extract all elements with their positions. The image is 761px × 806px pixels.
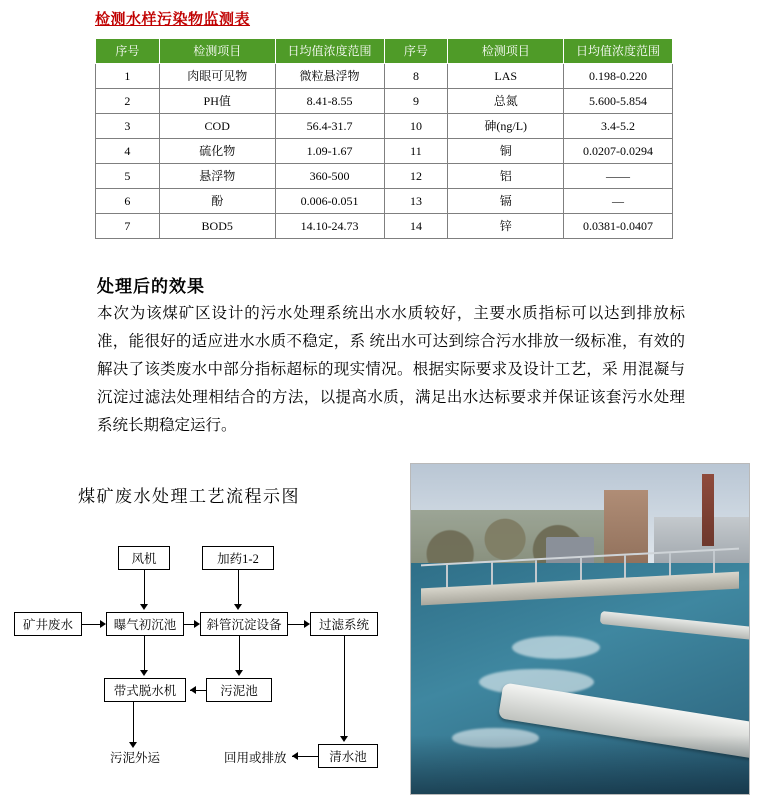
- table-cell: COD: [159, 114, 275, 139]
- table-cell: 8: [384, 64, 448, 89]
- flow-diagram-title: 煤矿废水处理工艺流程示图: [78, 487, 300, 506]
- table-cell: 7: [96, 214, 160, 239]
- table-cell: 砷(ng/L): [448, 114, 564, 139]
- table-cell: 总氮: [448, 89, 564, 114]
- label-sludge-disposal: 污泥外运: [110, 751, 161, 765]
- table-cell: 360-500: [275, 164, 384, 189]
- table-cell: 微粒悬浮物: [275, 64, 384, 89]
- table-row: [96, 114, 673, 139]
- table-cell: 14.10-24.73: [275, 214, 384, 239]
- table-cell: PH值: [159, 89, 275, 114]
- table-cell: 4: [96, 139, 160, 164]
- table-cell: 0.006-0.051: [275, 189, 384, 214]
- table-cell: 10: [384, 114, 448, 139]
- table-cell: BOD5: [159, 214, 275, 239]
- connector-settler-filter: [288, 624, 304, 625]
- photo-foam: [512, 636, 600, 659]
- arrow-cleartank-reuse: [292, 752, 298, 760]
- table-cell: 1.09-1.67: [275, 139, 384, 164]
- table-cell: 5.600-5.854: [564, 89, 673, 114]
- table-cell: 肉眼可见物: [159, 64, 275, 89]
- table-cell: 酚: [159, 189, 275, 214]
- table-cell: 3.4-5.2: [564, 114, 673, 139]
- connector-filter-cleartank: [344, 636, 345, 736]
- table-cell: 6: [96, 189, 160, 214]
- arrow-settler-filter: [304, 620, 310, 628]
- table-cell: 9: [384, 89, 448, 114]
- table-row: [96, 214, 673, 239]
- pollutant-monitoring-table: [95, 38, 673, 239]
- arrow-sludgetank-beltpress: [190, 686, 196, 694]
- table-cell: 11: [384, 139, 448, 164]
- connector-aeration-settler: [184, 624, 194, 625]
- column-header: 日均值浓度范围: [275, 39, 384, 64]
- arrow-dosing-settler: [234, 604, 242, 610]
- table-cell: 12: [384, 164, 448, 189]
- arrow-fan-aeration: [140, 604, 148, 610]
- connector-dosing-settler: [238, 570, 239, 604]
- arrow-aeration-beltpress: [140, 670, 148, 676]
- column-header: 序号: [96, 39, 160, 64]
- table-cell: 锌: [448, 214, 564, 239]
- table-cell: 镉: [448, 189, 564, 214]
- arrow-settler-sludgetank: [235, 670, 243, 676]
- table-cell: 5: [96, 164, 160, 189]
- table-cell: 0.198-0.220: [564, 64, 673, 89]
- node-fan: 风机: [118, 546, 170, 570]
- table-row: [96, 89, 673, 114]
- connector-settler-sludgetank: [239, 636, 240, 670]
- node-belt-press: 带式脱水机: [104, 678, 186, 702]
- table-row: [96, 139, 673, 164]
- table-cell: 1: [96, 64, 160, 89]
- table-cell: —: [564, 189, 673, 214]
- treatment-plant-photo: [410, 463, 750, 795]
- node-clear-tank: 清水池: [318, 744, 378, 768]
- table-row: [96, 64, 673, 89]
- column-header: 日均值浓度范围: [564, 39, 673, 64]
- table-row: [96, 189, 673, 214]
- table-cell: 2: [96, 89, 160, 114]
- node-sludge-tank: 污泥池: [206, 678, 272, 702]
- table-cell: 13: [384, 189, 448, 214]
- connector-fan-aeration: [144, 570, 145, 604]
- arrow-inflow-aeration: [100, 620, 106, 628]
- node-inclined-settler: 斜管沉淀设备: [200, 612, 288, 636]
- table-cell: 硫化物: [159, 139, 275, 164]
- table-cell: LAS: [448, 64, 564, 89]
- photo-chimney: [702, 474, 714, 547]
- table-cell: 8.41-8.55: [275, 89, 384, 114]
- table-header-row: [96, 39, 673, 64]
- connector-beltpress-disposal: [133, 702, 134, 742]
- table-cell: 3: [96, 114, 160, 139]
- table-row: [96, 164, 673, 189]
- arrow-beltpress-disposal: [129, 742, 137, 748]
- table-cell: 铜: [448, 139, 564, 164]
- effect-heading: 处理后的效果: [97, 277, 205, 296]
- node-aeration: 曝气初沉池: [106, 612, 184, 636]
- arrow-filter-cleartank: [340, 736, 348, 742]
- table-cell: ——: [564, 164, 673, 189]
- connector-aeration-beltpress: [144, 636, 145, 670]
- effect-paragraph: 本次为该煤矿区设计的污水处理系统出水水质较好，主要水质指标可以达到排放标准，能很好的适应进水水质不稳定，系 统出水可达到综合污水排放一级标准，有效的解决了该类废水中部分指标超标的现实情况。根据实际要求及设计工艺，采 用混凝与沉淀过滤法处理相结合的方法，以提高水质，满足出水达标要求并保证该套污水处理系统长期稳定运行。: [97, 305, 685, 434]
- column-header: 检测项目: [448, 39, 564, 64]
- photo-shadow: [411, 735, 749, 794]
- table-cell: 0.0381-0.0407: [564, 214, 673, 239]
- table-cell: 14: [384, 214, 448, 239]
- column-header: 检测项目: [159, 39, 275, 64]
- table-cell: 0.0207-0.0294: [564, 139, 673, 164]
- label-reuse-discharge: 回用或排放: [224, 751, 287, 765]
- arrow-aeration-settler: [194, 620, 200, 628]
- node-inflow: 矿井废水: [14, 612, 82, 636]
- table-title: 检测水样污染物监测表: [95, 11, 251, 28]
- table-cell: 铝: [448, 164, 564, 189]
- table-cell: 56.4-31.7: [275, 114, 384, 139]
- connector-inflow-aeration: [82, 624, 100, 625]
- table-cell: 悬浮物: [159, 164, 275, 189]
- process-flow-diagram: [0, 460, 400, 800]
- column-header: 序号: [384, 39, 448, 64]
- node-filter-system: 过滤系统: [310, 612, 378, 636]
- node-dosing: 加药1-2: [202, 546, 274, 570]
